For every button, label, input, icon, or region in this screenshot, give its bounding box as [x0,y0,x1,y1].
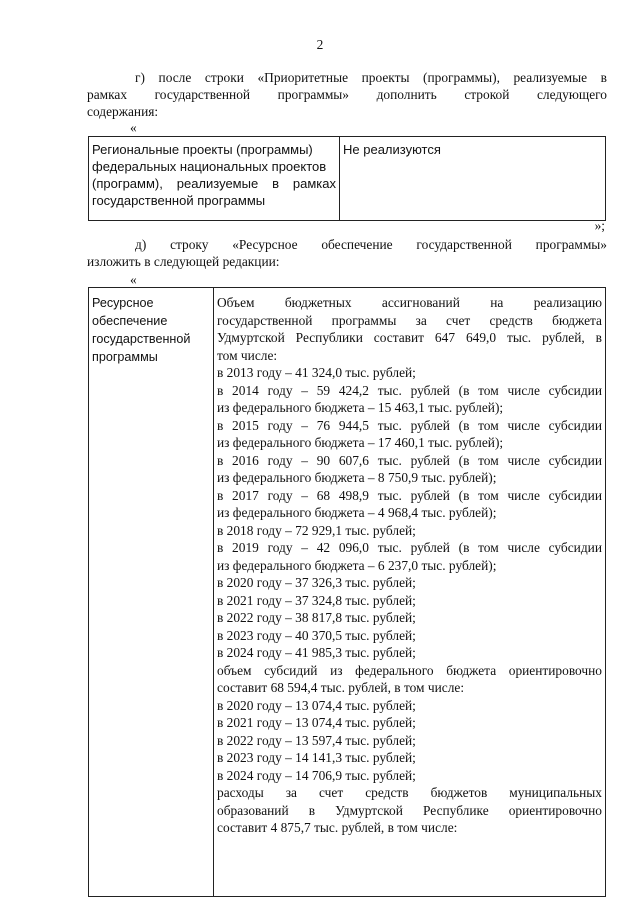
funding-line: в 2020 году – 13 074,4 тыс. рублей; [217,697,416,713]
funding-line: в 2017 году – 68 498,9 тыс. рублей (в том числе субсидии [217,487,602,503]
funding-line: из федерального бюджета – 17 460,1 тыс. рублей); [217,435,504,450]
regional-projects-table [88,136,606,221]
table1-left-line: Региональные проекты (программы) [92,142,313,157]
funding-line: в 2023 году – 14 141,3 тыс. рублей; [217,750,416,765]
table-row [89,137,606,221]
funding-line: в 2024 году – 41 985,3 тыс. рублей; [217,645,416,660]
resource-provision-table [88,287,606,897]
resource-provision-label-cell [89,288,214,897]
table1-left-line: (программ), реализуемые в рамках [92,176,336,191]
funding-line: образований в Удмуртской Республике ориентировочно [217,802,602,818]
table1-left-line: федеральных национальных проектов [92,159,327,174]
funding-line: в 2019 году – 42 096,0 тыс. рублей (в том числе субсидии [217,540,602,555]
paragraph-section-d [87,236,607,270]
funding-line: в 2013 году – 41 324,0 тыс. рублей; [217,365,416,380]
section-d-line-2: изложить в следующей редакции: [87,254,280,269]
funding-line: Объем бюджетных ассигнований на реализацию [217,295,602,310]
funding-line: в 2018 году – 72 929,1 тыс. рублей; [217,522,416,538]
funding-line: том числе: [217,347,278,363]
table-row [89,288,606,897]
open-quote-1: « [130,120,137,135]
paragraph-section-g [87,69,607,120]
section-g-line-2: рамках государственной программы» дополнить строкой следующего [87,87,607,102]
open-quote-2: « [130,272,137,287]
table2-left-line: обеспечение [92,314,168,328]
funding-line: объем субсидий из федерального бюджета ориентировочно [217,662,602,678]
regional-projects-label-cell [89,137,340,221]
section-d-line-1: д) строку «Ресурсное обеспечение государственной программы» [135,237,607,252]
close-quote-1: »; [594,218,605,233]
funding-line: из федерального бюджета – 15 463,1 тыс. рублей); [217,400,504,415]
funding-line: составит 4 875,7 тыс. рублей, в том числе: [217,820,458,835]
funding-line: в 2024 году – 14 706,9 тыс. рублей; [217,767,416,783]
resource-provision-value-cell [214,288,606,897]
table1-right-value: Не реализуются [343,142,441,157]
funding-line: в 2016 году – 90 607,6 тыс. рублей (в том числе субсидии [217,452,602,468]
table2-left-line: программы [92,350,158,364]
funding-line: в 2022 году – 38 817,8 тыс. рублей; [217,610,416,625]
funding-line: расходы за счет средств бюджетов муниципальных [217,785,602,800]
funding-line: Удмуртской Республики составит 647 649,0 тыс. рублей, в [217,330,602,345]
table2-left-line: государственной [92,332,191,346]
funding-line: составит 68 594,4 тыс. рублей, в том числе: [217,680,465,695]
funding-line: из федерального бюджета – 8 750,9 тыс. рублей); [217,470,497,485]
section-g-line-3: содержания: [87,104,159,119]
funding-line: в 2022 году – 13 597,4 тыс. рублей; [217,732,416,748]
regional-projects-value-cell [340,137,606,221]
funding-line: в 2015 году – 76 944,5 тыс. рублей (в том числе субсидии [217,417,602,433]
funding-line: государственной программы за счет средств бюджета [217,312,602,328]
table1-left-line: государственной программы [92,193,266,208]
page-number: 2 [316,37,324,52]
funding-line: в 2021 году – 13 074,4 тыс. рублей; [217,715,416,730]
funding-line: в 2014 году – 59 424,2 тыс. рублей (в том числе субсидии [217,382,602,398]
funding-line: в 2021 году – 37 324,8 тыс. рублей; [217,592,416,608]
funding-line: из федерального бюджета – 6 237,0 тыс. рублей); [217,557,497,573]
table2-left-line: Ресурсное [92,296,154,310]
funding-line: из федерального бюджета – 4 968,4 тыс. рублей); [217,505,497,520]
funding-line: в 2020 году – 37 326,3 тыс. рублей; [217,575,416,590]
section-g-line-1: г) после строки «Приоритетные проекты (программы), реализуемые в [135,70,607,85]
funding-line: в 2023 году – 40 370,5 тыс. рублей; [217,627,416,643]
